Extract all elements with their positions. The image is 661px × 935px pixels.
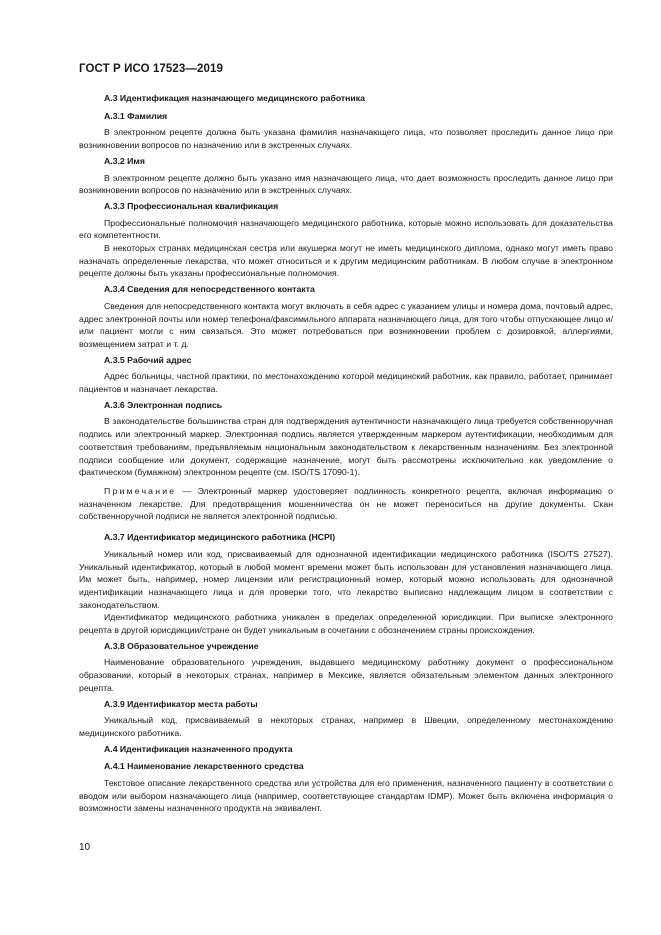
paragraph: В некоторых странах медицинская сестра или акушерка могут не иметь медицинского диплома, однако могут иметь право назначать определенные лекарства, что может относиться и к другим медицинским работникам. В любом случае в электронном рецепте должны быть указаны профессиональные полномочия. [79, 243, 613, 279]
subsection-heading: А.3.1 Фамилия [104, 110, 168, 121]
paragraph: Адрес больницы, частной практики, по местонахождению которой медицинский работник, как правило, работает, принимает пациентов и назначает лекарства. [79, 371, 613, 395]
note-label: Примечание [104, 485, 177, 496]
paragraph: Сведения для непосредственного контакта могут включать в себя адрес с указанием улицы и номера дома, почтовый адрес, адрес электронной почты или номер телефона/факсимильного аппарата назначающего лица, для того чтобы отпускающее лицо и/или пациент могли с ним связаться. Это может потребоваться при возникновении проблем с дозировкой, аллергиями, возмещением затрат и т. д. [79, 300, 613, 349]
spacer [79, 523, 613, 529]
section-heading: А.4 Идентификация назначенного продукта [104, 743, 293, 754]
note [79, 485, 613, 523]
subsection-heading: А.3.9 Идентификатор места работы [104, 698, 258, 709]
paragraph: Текстовое описание лекарственного средства или устройства для его применения, назначенного пациенту в соответствии с вводом или выбором назначающего лица (например, соответствующее стандартам IDMP). Может быть включена информация о возможности замены назначенного продукта на эквивалент. [79, 778, 613, 814]
subsection-heading: А.3.2 Имя [104, 155, 145, 166]
note-text: — Электронный маркер удостоверяет подлинность конкретного рецепта, включая информацию о назначенном лекарстве. Для предотвращения мошенничества он не может переноситься на другие документы. Скан собственноручной подписи не является электронной подписью. [79, 485, 613, 522]
paragraph: Идентификатор медицинского работника уникален в пределах определенной юрисдикции. При выписке электронного рецепта в другой юрисдикции/стране он будет уникальным в сочетании с обозначением страны происхождения. [79, 612, 613, 636]
subsection-heading: А.3.4 Сведения для непосредственного контакта [104, 284, 315, 295]
paragraph: В электронном рецепте должно быть указано имя назначающего лица, что дает возможность проследить данное лицо при возникновении вопросов по назначению или в экстренных случаях. [79, 172, 613, 196]
subsection-heading: А.3.6 Электронная подпись [104, 399, 223, 410]
subsection-heading: А.3.8 Образовательное учреждение [104, 640, 259, 651]
paragraph: В законодательстве большинства стран для подтверждения аутентичности назначающего лица требуется собственноручная подпись или электронный маркер. Электронная подпись является утвержденным маркером аутентификации, необходимым для соответствия требованиям, предъявляемым национальным законодательством к лекарственным назначениям. Без электронной подписи сообщение или документ, содержащие назначение, могут быть рассмотрены исключительно как уведомление о фактическом (бумажном) электронном рецепте (см. ISO/TS 17090-1). [79, 416, 613, 478]
paragraph: Уникальный код, присваиваемый в некоторых странах, например в Швеции, определенному местонахождению медицинского работника. [79, 715, 613, 738]
document-body [79, 92, 613, 815]
paragraph: Уникальный номер или код, присваиваемый для однозначной идентификации медицинского работника (ISO/TS 27527). Уникальный идентификатор, который в любой момент времени может быть использован для установления назначающего лица. Им может быть, например, номер лицензии или регистрационный номер, который можно использовать для однозначной идентификации назначающего лица и для проверки того, что лекарство выписано надлежащим лицом в соответствии с законодательством. [79, 548, 613, 610]
subsection-heading: А.3.5 Рабочий адрес [104, 354, 192, 365]
subsection-heading: А.4.1 Наименование лекарственного средства [104, 761, 304, 772]
section-heading: А.3 Идентификация назначающего медицинского работника [104, 93, 365, 103]
paragraph: Наименование образовательного учреждения, выдавшего медицинскому работнику документ о профессиональном образовании, который в некоторых странах, например в Мексике, является обязательным элементом данных электронного рецепта. [79, 657, 613, 693]
paragraph: Профессиональные полномочия назначающего медицинского работника, которые можно использовать для доказательства его компетентности. [79, 217, 613, 241]
document-header: ГОСТ Р ИСО 17523—2019 [79, 63, 224, 75]
page-number: 10 [79, 842, 91, 853]
subsection-heading: А.3.7 Идентификатор медицинского работника (HCPI) [104, 532, 336, 543]
subsection-heading: А.3.3 Профессиональная квалификация [104, 200, 279, 211]
paragraph: В электронном рецепте должна быть указана фамилия назначающего лица, что позволяет проследить данное лицо при возникновении вопросов по назначению или в экстренных случаях. [79, 127, 613, 151]
